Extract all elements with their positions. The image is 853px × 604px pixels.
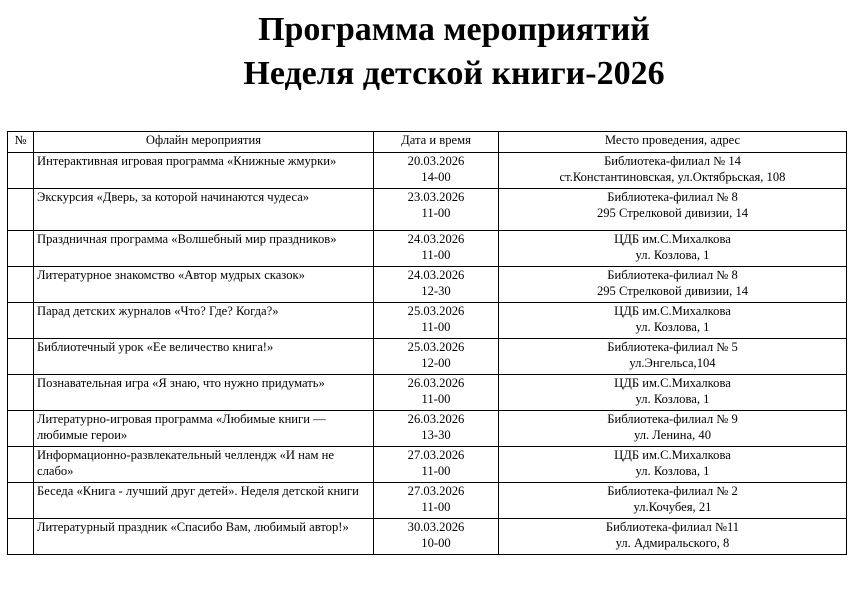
header-event: Офлайн мероприятия <box>34 132 374 153</box>
row-number-cell <box>8 483 34 519</box>
event-time: 11-00 <box>421 205 451 220</box>
place-name: ЦДБ им.С.Михалкова <box>614 448 731 462</box>
row-number-cell <box>8 339 34 375</box>
place-cell <box>499 519 847 555</box>
event-date: 26.03.2026 <box>407 376 465 390</box>
place-cell <box>499 411 847 447</box>
event-time: 12-30 <box>421 283 451 298</box>
header-number: № <box>8 132 34 153</box>
event-date: 20.03.2026 <box>407 154 465 168</box>
place-address: ул. Ленина, 40 <box>633 427 712 442</box>
place-cell <box>499 231 847 267</box>
datetime-cell <box>374 483 499 519</box>
table-row <box>8 339 847 375</box>
table-header <box>8 132 847 153</box>
place-name: Библиотека-филиал № 8 <box>607 190 738 204</box>
datetime-cell <box>374 153 499 189</box>
row-number-cell <box>8 375 34 411</box>
event-date: 25.03.2026 <box>407 304 465 318</box>
row-number-cell <box>8 519 34 555</box>
table-row <box>8 189 847 231</box>
place-name: Библиотека-филиал № 8 <box>607 268 738 282</box>
event-time: 14-00 <box>421 169 451 184</box>
place-cell <box>499 153 847 189</box>
event-cell <box>34 519 374 555</box>
event-cell <box>34 447 374 483</box>
table-row <box>8 231 847 267</box>
table-row <box>8 303 847 339</box>
place-name: Библиотека-филиал № 5 <box>607 340 738 354</box>
datetime-cell <box>374 339 499 375</box>
place-address: ст.Константиновская, ул.Октябрьская, 108 <box>559 169 786 184</box>
place-cell <box>499 339 847 375</box>
table-row <box>8 411 847 447</box>
event-cell <box>34 189 374 231</box>
place-address: ул. Козлова, 1 <box>635 319 710 334</box>
header-row <box>8 132 847 153</box>
table-row <box>8 375 847 411</box>
datetime-cell <box>374 189 499 231</box>
datetime-cell <box>374 447 499 483</box>
events-table <box>7 131 847 555</box>
header-place: Место проведения, адрес <box>499 132 847 153</box>
place-cell <box>499 447 847 483</box>
event-date: 24.03.2026 <box>407 268 465 282</box>
event-cell <box>34 303 374 339</box>
event-cell <box>34 153 374 189</box>
event-title: Беседа «Книга - лучший друг детей». Неделя детской книги <box>37 484 359 498</box>
event-title: Литературно-игровая программа «Любимые книги — любимые герои» <box>37 412 326 442</box>
datetime-cell <box>374 267 499 303</box>
datetime-cell <box>374 375 499 411</box>
place-cell <box>499 375 847 411</box>
event-cell <box>34 231 374 267</box>
place-name: Библиотека-филиал №11 <box>605 520 740 534</box>
place-address: 295 Стрелковой дивизии, 14 <box>596 283 749 298</box>
title-line-1: Программа мероприятий <box>258 11 650 48</box>
place-address: 295 Стрелковой дивизии, 14 <box>596 205 749 220</box>
event-title: Познавательная игра «Я знаю, что нужно придумать» <box>37 376 325 390</box>
event-title: Интерактивная игровая программа «Книжные жмурки» <box>37 154 337 168</box>
event-date: 27.03.2026 <box>407 484 465 498</box>
event-date: 27.03.2026 <box>407 448 465 462</box>
event-date: 25.03.2026 <box>407 340 465 354</box>
row-number-cell <box>8 153 34 189</box>
datetime-cell <box>374 231 499 267</box>
place-address: ул. Адмиральского, 8 <box>615 535 730 550</box>
event-date: 24.03.2026 <box>407 232 465 246</box>
header-datetime: Дата и время <box>374 132 499 153</box>
row-number-cell <box>8 231 34 267</box>
event-time: 11-00 <box>421 247 451 262</box>
place-address: ул. Козлова, 1 <box>635 391 710 406</box>
event-date: 23.03.2026 <box>407 190 465 204</box>
row-number-cell <box>8 447 34 483</box>
datetime-cell <box>374 303 499 339</box>
page-title <box>0 8 853 96</box>
row-number-cell <box>8 303 34 339</box>
place-name: ЦДБ им.С.Михалкова <box>614 376 731 390</box>
event-title: Экскурсия «Дверь, за которой начинаются чудеса» <box>37 190 310 204</box>
place-cell <box>499 267 847 303</box>
table-row <box>8 483 847 519</box>
event-title: Парад детских журналов «Что? Где? Когда?» <box>37 304 279 318</box>
place-address: ул. Козлова, 1 <box>635 463 710 478</box>
event-time: 11-00 <box>421 463 451 478</box>
event-time: 13-30 <box>421 427 451 442</box>
place-address: ул.Кочубея, 21 <box>633 499 712 514</box>
event-time: 11-00 <box>421 319 451 334</box>
title-line-2: Неделя детской книги-2026 <box>243 55 665 92</box>
place-name: Библиотека-филиал № 9 <box>607 412 738 426</box>
event-title: Литературный праздник «Спасибо Вам, любимый автор!» <box>37 520 349 534</box>
table-body <box>8 153 847 555</box>
event-date: 26.03.2026 <box>407 412 465 426</box>
place-name: Библиотека-филиал № 2 <box>607 484 738 498</box>
event-cell <box>34 375 374 411</box>
place-name: ЦДБ им.С.Михалкова <box>614 304 731 318</box>
datetime-cell <box>374 411 499 447</box>
table-row <box>8 153 847 189</box>
place-cell <box>499 303 847 339</box>
event-time: 11-00 <box>421 391 451 406</box>
datetime-cell <box>374 519 499 555</box>
event-title: Литературное знакомство «Автор мудрых сказок» <box>37 268 305 282</box>
row-number-cell <box>8 411 34 447</box>
event-title: Библиотечный урок «Ее величество книга!» <box>37 340 274 354</box>
event-cell <box>34 339 374 375</box>
table-row <box>8 267 847 303</box>
event-date: 30.03.2026 <box>407 520 465 534</box>
event-time: 10-00 <box>421 535 451 550</box>
event-cell <box>34 267 374 303</box>
place-cell <box>499 483 847 519</box>
row-number-cell <box>8 267 34 303</box>
table-row <box>8 447 847 483</box>
table-row <box>8 519 847 555</box>
event-time: 12-00 <box>421 355 451 370</box>
event-time: 11-00 <box>421 499 451 514</box>
event-cell <box>34 411 374 447</box>
event-cell <box>34 483 374 519</box>
event-title: Праздничная программа «Волшебный мир праздников» <box>37 232 337 246</box>
place-address: ул.Энгельса,104 <box>629 355 716 370</box>
place-cell <box>499 189 847 231</box>
row-number-cell <box>8 189 34 231</box>
place-address: ул. Козлова, 1 <box>635 247 710 262</box>
event-title: Информационно-развлекательный челлендж «И нам не слабо» <box>37 448 334 478</box>
place-name: Библиотека-филиал № 14 <box>604 154 741 168</box>
place-name: ЦДБ им.С.Михалкова <box>614 232 731 246</box>
